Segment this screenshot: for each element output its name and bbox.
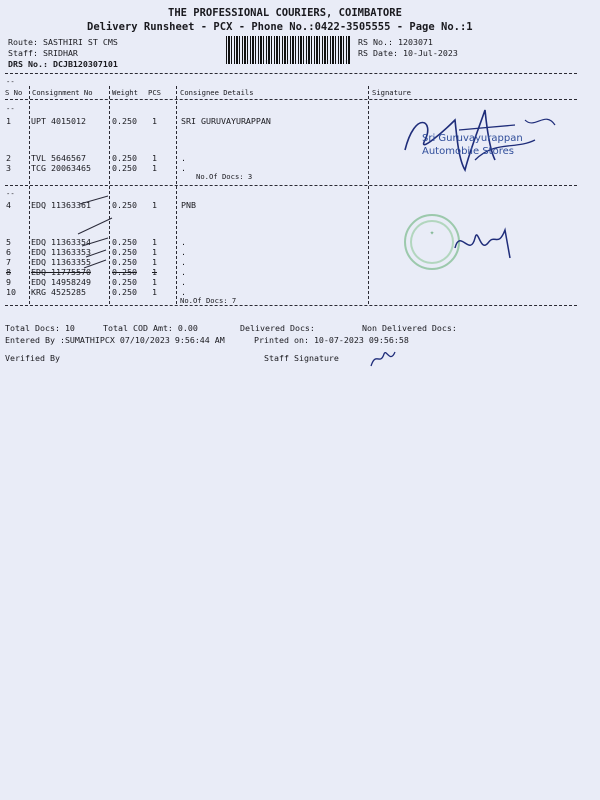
total-cod: Total COD Amt: 0.00 [103, 323, 198, 333]
company-title: THE PROFESSIONAL COURIERS, COIMBATORE [168, 7, 402, 19]
row-weight: 0.250 [112, 116, 137, 126]
staff-signature-scribble [368, 346, 398, 370]
row-weight: 0.250 [112, 200, 137, 210]
col-divider [29, 86, 30, 304]
row-pcs: 1 [152, 257, 157, 267]
row-consignment: UPT 4015012 [31, 116, 86, 126]
entered-by: Entered By :SUMATHIPCX 07/10/2023 9:56:44 AM [5, 335, 225, 345]
barcode [226, 36, 350, 64]
group-mark: -- [6, 189, 15, 198]
row-weight: 0.250 [112, 247, 137, 257]
row-sno: 7 [6, 257, 11, 267]
handwritten-ticks [60, 190, 120, 300]
row-sno: 9 [6, 277, 11, 287]
rule [5, 305, 577, 306]
docs-count: No.Of Docs: 7 [180, 296, 237, 305]
group-mark: -- [6, 77, 15, 86]
row-pcs: 1 [152, 287, 157, 297]
row-pcs: 1 [152, 153, 157, 163]
row-sno: 5 [6, 237, 11, 247]
row-weight: 0.250 [112, 267, 137, 277]
staff-signature-label: Staff Signature [264, 353, 339, 363]
row-consignee: . [181, 153, 186, 163]
docs-count: No.Of Docs: 3 [196, 172, 253, 181]
row-sno: 3 [6, 163, 11, 173]
route-label: Route: SASTHIRI ST CMS [8, 37, 118, 47]
shop-stamp-text: Sri Guruvayurappan Automobile Stores [422, 133, 523, 157]
row-weight: 0.250 [112, 237, 137, 247]
row-consignee: . [181, 163, 186, 173]
col-sno: S No [5, 88, 23, 97]
row-pcs: 1 [152, 237, 157, 247]
stamp-seal: ✦ [429, 230, 435, 237]
group-mark: -- [6, 104, 15, 113]
row-sno: 10 [6, 287, 16, 297]
row-sno: 1 [6, 116, 11, 126]
rs-number: RS No.: 1203071 [358, 37, 433, 47]
row-consignee: . [181, 247, 186, 257]
row-consignment: EDQ 11363353 [31, 247, 91, 257]
row-weight: 0.250 [112, 277, 137, 287]
row-pcs: 1 [152, 267, 157, 277]
row-pcs: 1 [152, 116, 157, 126]
col-signature: Signature [372, 88, 411, 97]
row-weight: 0.250 [112, 287, 137, 297]
printed-on: Printed on: 10-07-2023 09:56:58 [254, 335, 409, 345]
delivered-docs: Delivered Docs: [240, 323, 315, 333]
col-divider [368, 86, 369, 304]
row-sno: 8 [6, 267, 11, 277]
col-consignee: Consignee Details [180, 88, 254, 97]
row-pcs: 1 [152, 277, 157, 287]
signature-pnb [450, 218, 520, 268]
row-consignment: EDQ 11775570 [31, 267, 91, 277]
row-sno: 2 [6, 153, 11, 163]
row-pcs: 1 [152, 200, 157, 210]
row-consignee: . [181, 277, 186, 287]
col-consignment: Consignment No [32, 88, 93, 97]
row-consignment: EDQ 11363361 [31, 200, 91, 210]
runsheet-title: Delivery Runsheet - PCX - Phone No.:0422-3505555 - Page No.:1 [87, 21, 473, 33]
row-pcs: 1 [152, 163, 157, 173]
verified-by: Verified By [5, 353, 60, 363]
row-weight: 0.250 [112, 153, 137, 163]
row-consignment: TCG 20063465 [31, 163, 91, 173]
col-divider [176, 86, 177, 304]
rule [5, 185, 577, 186]
rule [5, 73, 577, 74]
row-consignee: SRI GURUVAYURAPPAN [181, 116, 271, 126]
row-consignee: PNB [181, 200, 196, 210]
row-weight: 0.250 [112, 257, 137, 267]
row-consignee: . [181, 237, 186, 247]
rs-date: RS Date: 10-Jul-2023 [358, 48, 458, 58]
row-consignment: EDQ 11363354 [31, 237, 91, 247]
total-docs: Total Docs: 10 [5, 323, 75, 333]
row-consignment: TVL 5646567 [31, 153, 86, 163]
staff-label: Staff: SRIDHAR [8, 48, 78, 58]
col-weight: Weight [112, 88, 138, 97]
row-consignee: . [181, 257, 186, 267]
row-consignment: EDQ 14958249 [31, 277, 91, 287]
row-consignment: KRG 4525285 [31, 287, 86, 297]
row-weight: 0.250 [112, 163, 137, 173]
row-consignee: . [181, 267, 186, 277]
row-pcs: 1 [152, 247, 157, 257]
row-sno: 4 [6, 200, 11, 210]
col-pcs: PCS [148, 88, 161, 97]
row-consignee: . [181, 287, 186, 297]
row-consignment: EDQ 11363355 [31, 257, 91, 267]
row-sno: 6 [6, 247, 11, 257]
drs-number: DRS No.: DCJB120307101 [8, 59, 118, 69]
non-delivered-docs: Non Delivered Docs: [362, 323, 457, 333]
